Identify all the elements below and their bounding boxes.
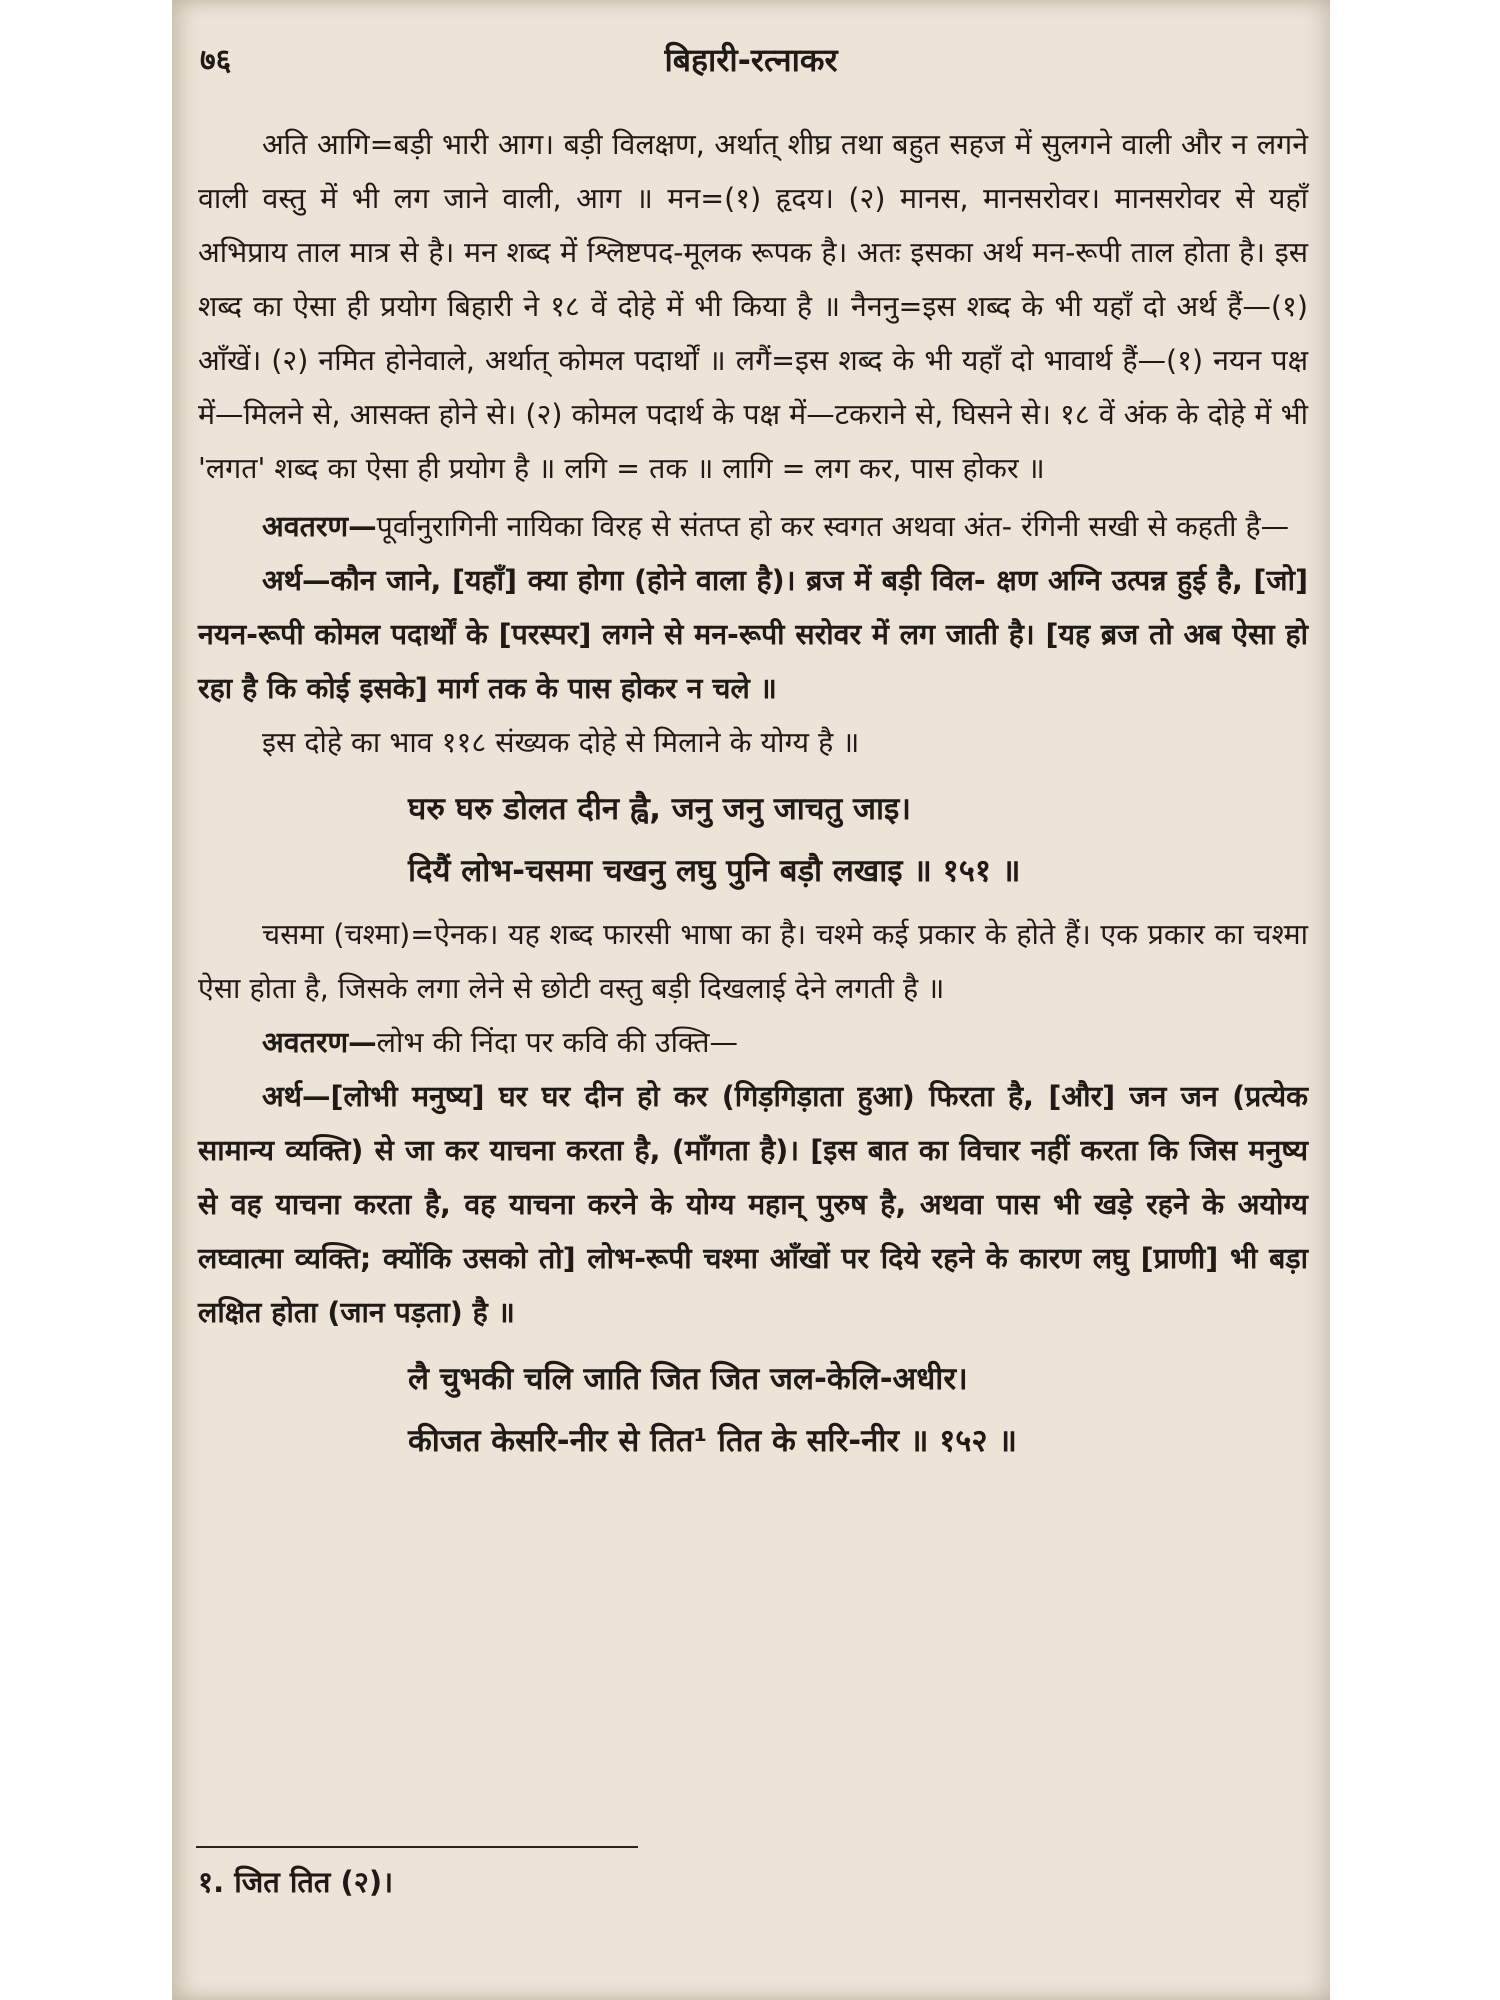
doha-151 <box>198 778 1308 902</box>
artha-paragraph-1: अर्थ—कौन जाने, [यहाँ] क्या होगा (होने वाला है)। ब्रज में बड़ी विल- क्षण अग्नि उत्पन्न हुई है, [जो] नयन-रूपी कोमल पदार्थों के [परस्पर] लगने से मन-रूपी सरोवर में लग जाती है। [यह ब्रज तो अब ऐसा हो रहा है कि कोई इसके] मार्ग तक के पास होकर न चले ॥ <box>198 564 1308 705</box>
running-title: बिहारी-रत्नाकर <box>664 41 838 79</box>
artha-label: अर्थ— <box>262 564 331 597</box>
avataran-paragraph-2: अवतरण—लोभ की निंदा पर कवि की उक्ति— <box>262 1026 738 1059</box>
artha-label: अर्थ— <box>262 1080 331 1113</box>
avataran-label: अवतरण— <box>262 510 377 543</box>
avataran-paragraph-1: अवतरण—पूर्वानुरागिनी नायिका विरह से संतप्त हो कर स्वगत अथवा अंत- रंगिनी सखी से कहती है— <box>262 510 1290 543</box>
artha-paragraph-2: अर्थ—[लोभी मनुष्य] घर घर दीन हो कर (गिड़गिड़ाता हुआ) फिरता है, [और] जन जन (प्रत्येक सामान्य व्यक्ति) से जा कर याचना करता है, (माँगता है)। [इस बात का विचार नहीं करता कि जिस मनुष्य से वह याचना करता है, वह याचना करने के योग्य महान् पुरुष है, अथवा पास भी खड़े रहने के अयोग्य लघ्वात्मा व्यक्ति; क्योंकि उसको तो] लोभ-रूपी चश्मा आँखों पर दिये रहने के कारण लघु [प्राणी] भी बड़ा लक्षित होता (जान पड़ता) है ॥ <box>198 1080 1309 1329</box>
doha-line: घरु घरु डोलत दीन ह्वै, जनु जनु जाचतु जाइ। <box>408 791 911 827</box>
page-body <box>198 118 1308 1478</box>
doha-line: कीजत केसरि-नीर से तित¹ तित के सरि-नीर ॥ १५२ ॥ <box>408 1423 1017 1459</box>
footnote-divider <box>196 1846 638 1848</box>
page-number: ७६ <box>200 43 232 78</box>
page-header <box>200 38 1302 86</box>
doha-line: दियैं लोभ-चसमा चखनु लघु पुनि बड़ौ लखाइ ॥ १५१ ॥ <box>408 853 1021 889</box>
book-page <box>172 0 1330 2000</box>
gloss-paragraph-1: अति आगि=बड़ी भारी आग। बड़ी विलक्षण, अर्थात् शीघ्र तथा बहुत सहज में सुलगने वाली और न लगने वाली वस्तु में भी लग जाने वाली, आग ॥ मन=(१) हृदय। (२) मानस, मानसरोवर। मानसरोवर से यहाँ अभिप्राय ताल मात्र से है। मन शब्द में श्लिष्टपद-मूलक रूपक है। अतः इसका अर्थ मन-रूपी ताल होता है। इस शब्द का ऐसा ही प्रयोग बिहारी ने १८ वें दोहे में भी किया है ॥ नैननु=इस शब्द के भी यहाँ दो अर्थ हैं—(१) आँखें। (२) नमित होनेवाले, अर्थात् कोमल पदार्थों ॥ लगैं=इस शब्द के भी यहाँ दो भावार्थ हैं—(१) नयन पक्ष में—मिलने से, आसक्त होने से। (२) कोमल पदार्थ के पक्ष में—टकराने से, घिसने से। १८ वें अंक के दोहे में भी 'लगत' शब्द का ऐसा ही प्रयोग है ॥ लगि = तक ॥ लागि = लग कर, पास होकर ॥ <box>198 128 1309 485</box>
avataran-label: अवतरण— <box>262 1026 377 1059</box>
gloss-paragraph-2: चसमा (चश्मा)=ऐनक। यह शब्द फारसी भाषा का है। चश्मे कई प्रकार के होते हैं। एक प्रकार का चश्मा ऐसा होता है, जिसके लगा लेने से छोटी वस्तु बड़ी दिखलाई देने लगती है ॥ <box>198 918 1308 1005</box>
footnote: १. जित तित (२)। <box>198 1865 394 1899</box>
note-paragraph: इस दोहे का भाव ११८ संख्यक दोहे से मिलाने के योग्य है ॥ <box>262 726 860 759</box>
doha-line: लै चुभकी चलि जाति जित जित जल-केलि-अधीर। <box>408 1361 968 1397</box>
doha-152 <box>198 1348 1308 1472</box>
